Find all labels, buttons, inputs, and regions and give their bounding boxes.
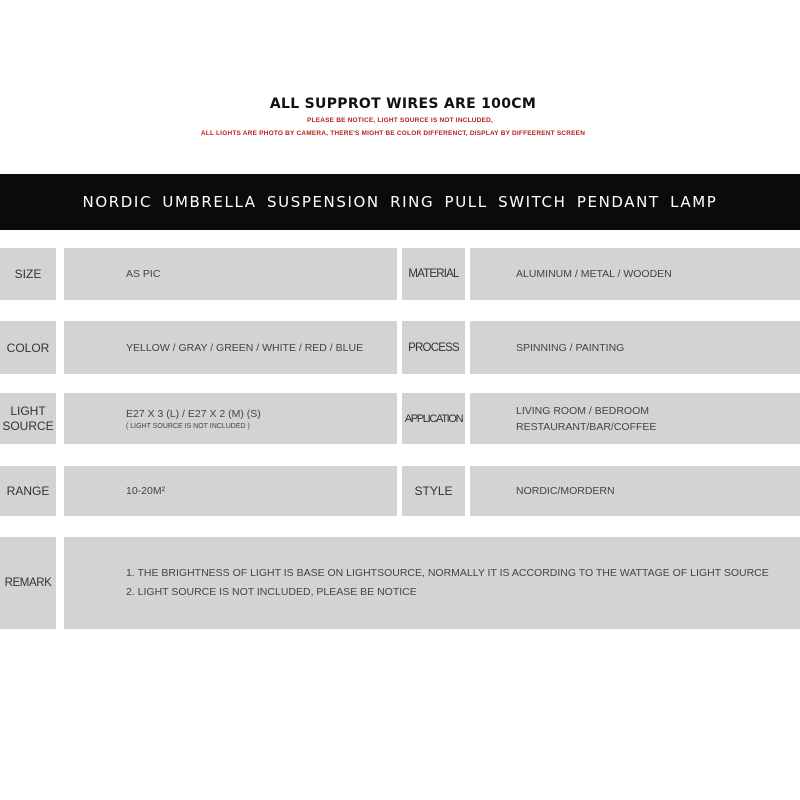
remark-line-2: 2. LIGHT SOURCE IS NOT INCLUDED, PLEASE BE NOTICE <box>126 586 417 598</box>
notice-line-1: PLEASE BE NOTICE, LIGHT SOURCE IS NOT INCLUDED, <box>307 117 493 124</box>
headline: ALL SUPPROT WIRES ARE 100CM <box>269 96 537 112</box>
material-label: MATERIAL <box>402 248 465 300</box>
light-source-label-line1: LIGHT <box>10 403 46 418</box>
application-value-line2: RESTAURANT/BAR/COFFEE <box>516 420 657 433</box>
product-title-banner <box>0 174 800 230</box>
range-label: RANGE <box>0 466 56 516</box>
style-value <box>470 466 800 516</box>
process-label: PROCESS <box>402 321 465 374</box>
range-value <box>64 466 397 516</box>
size-value-text: AS PIC <box>126 268 161 280</box>
style-value-text: NORDIC/MORDERN <box>516 485 615 497</box>
light-source-label <box>0 393 56 444</box>
notice-line-2: ALL LIGHTS ARE PHOTO BY CAMERA, THERE'S MIGHT BE COLOR DIFFERENCT, DISPLAY BY DIFFEERENT SCREEN <box>200 130 586 137</box>
light-source-note: ( LIGHT SOURCE IS NOT INCLUDED ) <box>126 422 250 430</box>
range-value-text: 10-20M² <box>126 485 166 497</box>
color-label: COLOR <box>0 321 56 374</box>
remark-value <box>64 537 800 629</box>
process-value-text: SPINNING / PAINTING <box>516 341 625 354</box>
process-value <box>470 321 800 374</box>
notice-header <box>0 96 800 138</box>
product-title: NORDIC UMBRELLA SUSPENSION RING PULL SWITCH PENDANT LAMP <box>82 193 718 211</box>
remark-text <box>126 564 769 602</box>
material-value-text: ALUMINUM / METAL / WOODEN <box>516 268 672 280</box>
size-label: SIZE <box>0 248 56 300</box>
light-source-label-line2: SOURCE <box>2 418 54 433</box>
style-label: STYLE <box>402 466 465 516</box>
light-source-value <box>64 393 397 444</box>
color-value <box>64 321 397 374</box>
application-value <box>470 393 800 444</box>
remark-label: REMARK <box>0 537 56 629</box>
color-value-text: YELLOW / GRAY / GREEN / WHITE / RED / BLUE <box>126 341 364 354</box>
application-value-line1: LIVING ROOM / BEDROOM <box>516 404 650 417</box>
remark-line-1: 1. THE BRIGHTNESS OF LIGHT IS BASE ON LIGHTSOURCE, NORMALLY IT IS ACCORDING TO THE WATTAGE OF LIGHT SOURCE <box>126 567 769 579</box>
size-value <box>64 248 397 300</box>
light-source-value-text: E27 X 3 (L) / E27 X 2 (M) (S) <box>126 407 261 420</box>
material-value <box>470 248 800 300</box>
application-label: APPLICATION <box>402 393 465 444</box>
